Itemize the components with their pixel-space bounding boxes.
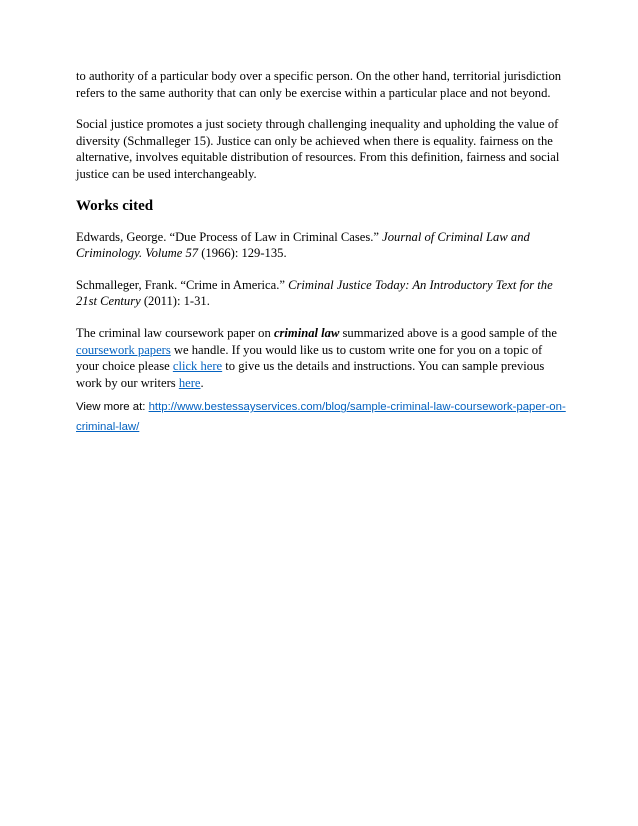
click-here-link[interactable]: click here [172,359,223,374]
citation-author-source: Edwards, George. “Due Process of Law in Criminal Cases.” [76,229,383,244]
page-content [76,68,566,437]
promo-text: we handle. If you would like us to custom write one for you on a topic of your choice please [76,342,543,374]
paragraph-spacer [76,310,566,325]
view-more-line [76,397,566,437]
promo-text: summarized above is a good sample of the [339,325,557,340]
paragraph-spacer [76,216,566,229]
citation-edwards [76,229,566,262]
promo-paragraph [76,325,566,391]
paragraph-spacer [76,183,566,196]
promo-emphasis: criminal law [273,325,340,340]
coursework-papers-link[interactable]: coursework papers [76,342,171,357]
promo-text: The criminal law coursework paper on [76,325,274,340]
citation-pages: (1966): 129-135. [198,246,287,261]
citation-book-title: Criminal Justice Today: An Introductory Text for the 21st Century [76,277,553,309]
citation-journal-title: Journal of Criminal Law and Criminology. Volume 57 [76,229,530,261]
social-justice-paragraph: Social justice promotes a just society through challenging inequality and upholding the value of diversity (Schmalleger 15). Justice can only be achieved when there is equality. fairness on the alternative, involves equitable distribution of resources. From this definition, fairness and social justice can be used interchangeably. [76,117,560,181]
works-cited-heading: Works cited [76,197,154,214]
promo-text: to give us the details and instructions. You can sample previous work by our writers [76,359,545,390]
paragraph-spacer [76,262,566,277]
promo-text: . [200,375,204,390]
writers-here-link[interactable]: here [178,375,201,390]
citation-pages: (2011): 1-31. [140,294,210,309]
citation-author-source: Schmalleger, Frank. “Crime in America.” [76,277,289,292]
jurisdiction-paragraph: to authority of a particular body over a specific person. On the other hand, territorial jurisdiction refers to the same authority that can only be exercise within a particular place and not beyond. [76,69,562,100]
paragraph-spacer [76,101,566,116]
citation-schmalleger [76,277,566,310]
view-more-label: View more at: [76,401,149,414]
view-more-url-link[interactable]: http://www.bestessayservices.com/blog/sample-criminal-law-coursework-paper-on-criminal-law/ [76,401,566,434]
